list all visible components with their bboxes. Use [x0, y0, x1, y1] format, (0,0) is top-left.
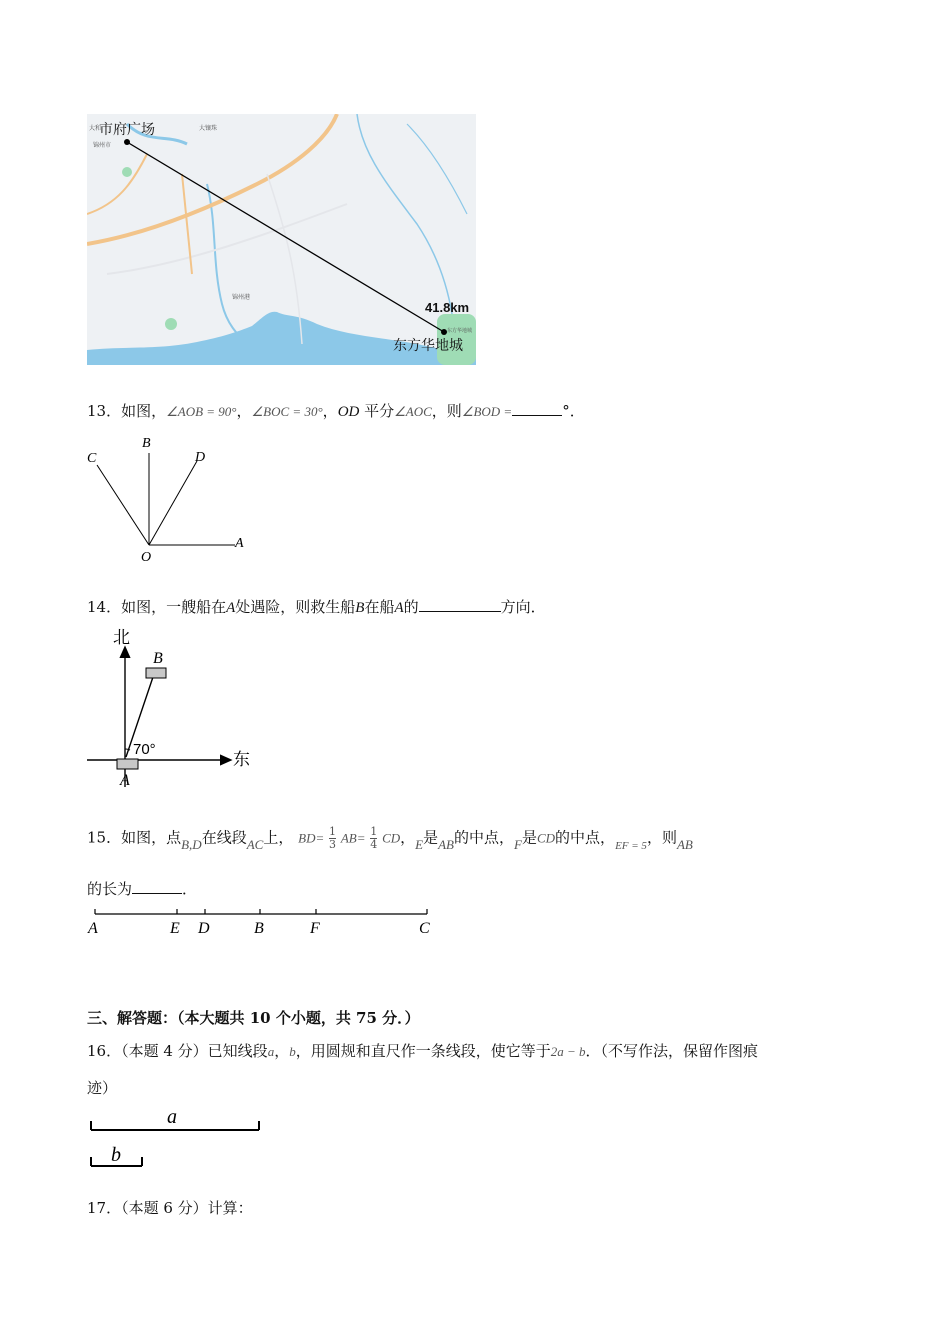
label-E: E: [170, 920, 180, 937]
label-b: b: [111, 1144, 121, 1166]
map-park-2: [165, 318, 177, 330]
math-expr: ∠BOC = 30°: [251, 404, 323, 419]
question-number: 13．: [87, 402, 122, 420]
map-distance-label: 41.8km: [425, 300, 470, 315]
fraction-1-3: $\frac{1}{3}$: [329, 825, 337, 851]
map-figure: [87, 114, 476, 365]
label-C: C: [419, 920, 430, 937]
label-D: D: [198, 920, 210, 937]
fraction-1-4: $\frac{1}{4}$: [370, 825, 378, 851]
section-heading: 三、解答题：（本大题共 10 个小题，共 75 分．）: [87, 1009, 420, 1027]
math-expr: ∠BOD =: [461, 404, 513, 419]
label-O: O: [141, 550, 152, 565]
question-number: 17．: [87, 1199, 122, 1217]
label-A: A: [120, 772, 130, 789]
map-small-label: 锦州港: [232, 295, 251, 301]
question-15: 15．如图，点B,D在线段AC上， BD= $\frac{1}{3}$ AB= $\frac{1}{4}$ CD，E是AB的中点，F是CD的中点，$_{EF = 5}$，则AB: [87, 825, 693, 852]
label-D: D: [195, 450, 206, 465]
map-end-label: 东方华地城: [393, 338, 463, 354]
map-park-3: [122, 167, 132, 177]
map-start-label: 市府广场: [99, 122, 155, 138]
question-number: 15．: [87, 828, 122, 847]
label-a: a: [167, 1106, 177, 1128]
answer-blank[interactable]: [419, 597, 501, 612]
label-C: C: [87, 451, 97, 466]
label-B: B: [142, 436, 151, 451]
question-number: 14．: [87, 598, 122, 616]
segment-figure-15: [85, 904, 435, 938]
math-expr: ∠AOB = 90°: [166, 404, 237, 419]
question-16-line2: 迹）: [87, 1079, 118, 1097]
label-F: F: [310, 920, 320, 937]
map-small-label: 东方华地城: [447, 329, 473, 334]
angle-arc: [125, 749, 130, 750]
ship-A: [117, 759, 138, 769]
question-13: 13．如图，∠AOB = 90°，∠BOC = 30°，OD 平分∠AOC，则∠BOD = °．: [87, 402, 585, 420]
answer-blank[interactable]: [512, 401, 562, 416]
label-east: 东: [233, 750, 250, 770]
map-small-label: 大和: [89, 126, 102, 132]
map-small-label: 大镶珠: [199, 126, 218, 132]
answer-blank[interactable]: [132, 879, 182, 894]
question-14: 14．如图，一艘船在A处遇险，则救生船B在船A的 方向．: [87, 598, 546, 616]
label-north: 北: [113, 628, 130, 648]
question-16: 16．（本题 4 分）已知线段a，b，用圆规和直尺作一条线段，使它等于2a − b．（不写作法，保留作图痕: [87, 1042, 759, 1060]
map-small-label: 锦州市: [93, 143, 112, 149]
map-start-point: [124, 139, 130, 145]
angle-label: 70°: [133, 741, 156, 758]
ray-OC: [97, 465, 149, 545]
map-svg: [87, 114, 476, 365]
angle-figure-13: [85, 435, 255, 565]
ray-OD: [149, 461, 197, 545]
label-B: B: [254, 920, 264, 937]
label-A: A: [235, 536, 244, 551]
math-expr: ∠AOC: [394, 404, 432, 419]
segments-figure-16: [85, 1100, 275, 1172]
question-17: 17．（本题 6 分）计算：: [87, 1199, 253, 1217]
label-A: A: [88, 920, 98, 937]
direction-figure-14: [85, 625, 265, 790]
question-15-line2: 的长为 ．: [87, 880, 198, 898]
label-B: B: [153, 650, 163, 667]
question-number: 16．: [87, 1042, 122, 1060]
map-end-point: [441, 329, 447, 335]
ship-B: [146, 668, 166, 678]
